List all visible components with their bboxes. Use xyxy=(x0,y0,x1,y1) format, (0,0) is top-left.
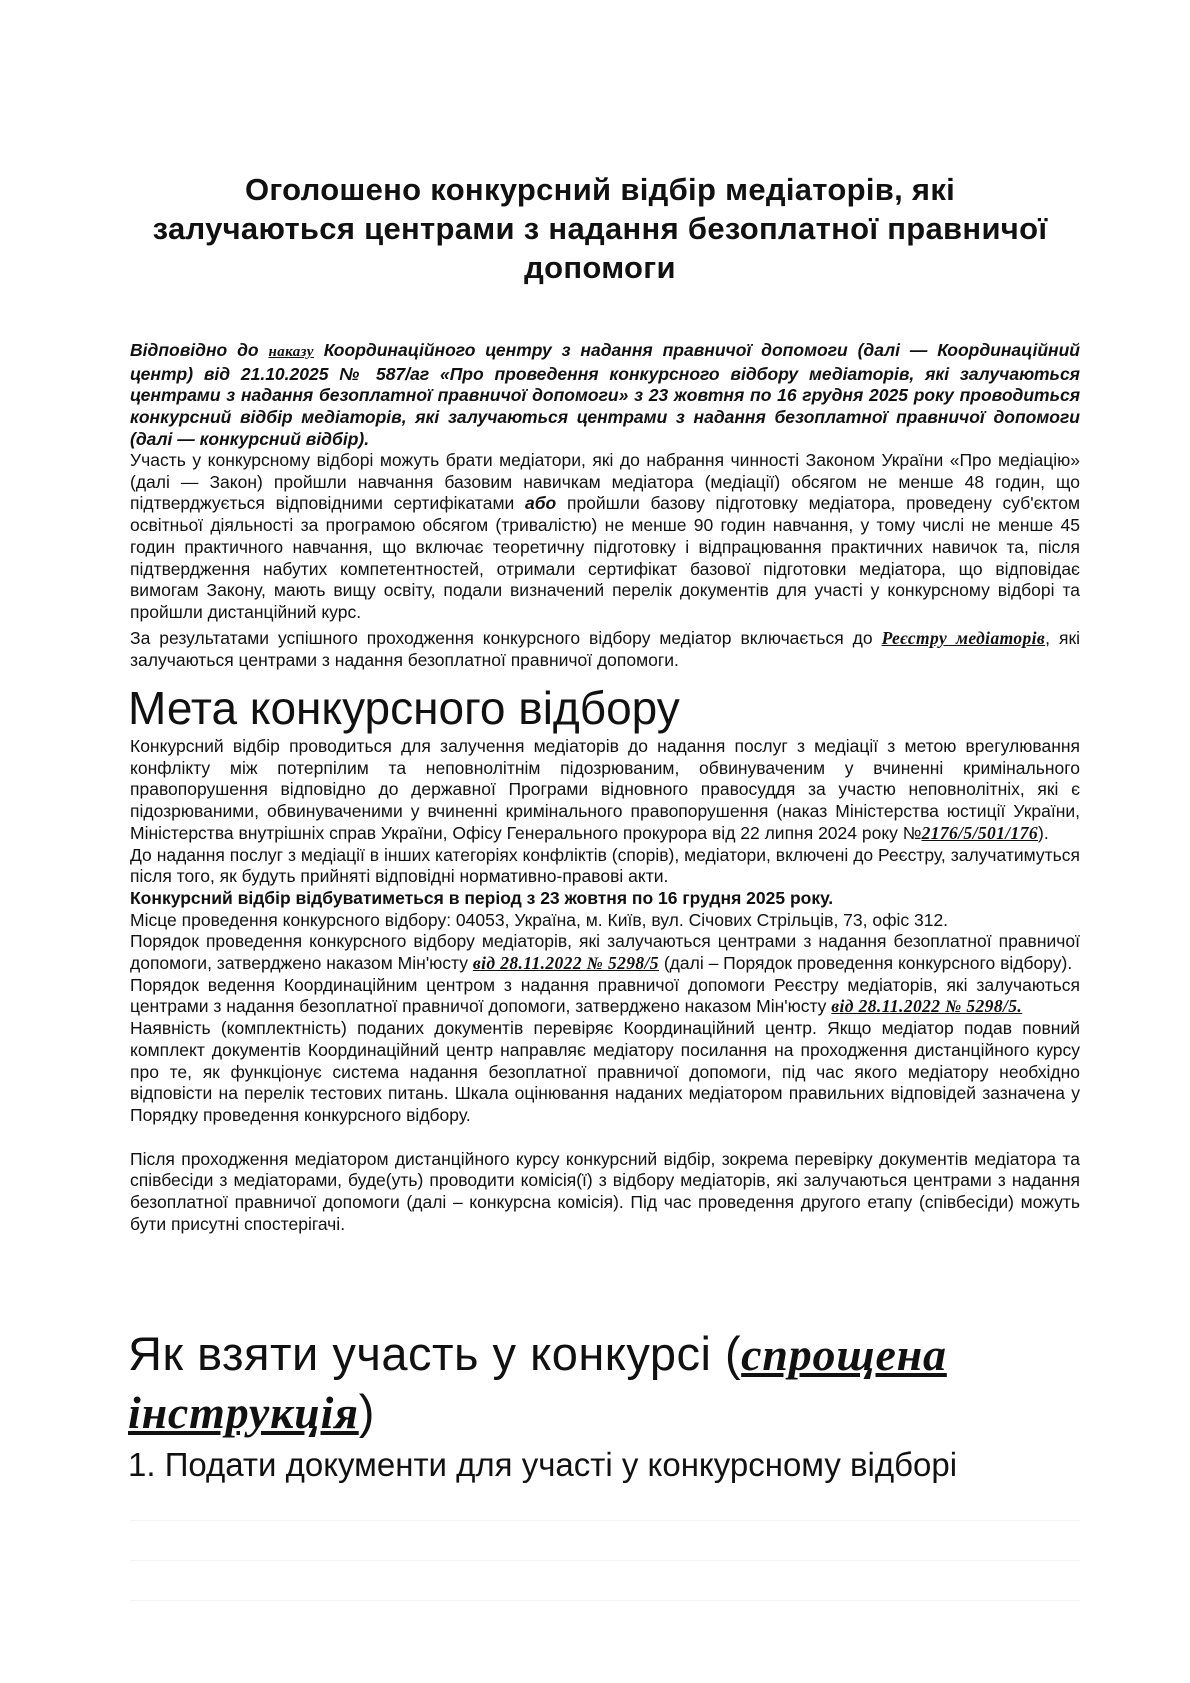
bleed-through-line xyxy=(130,1520,1080,1521)
goal-section-body xyxy=(130,736,1080,1235)
order-2176-link[interactable]: 2176/5/501/176 xyxy=(921,822,1038,843)
bleed-through-line xyxy=(130,1560,1080,1561)
participation-paragraph: Участь у конкурсному відборі можуть брати медіатори, які до набрання чинності Законом України «Про медіацію» (далі — Закон) пройшли навчання базовим навичкам медіатора (медіації) обсягом не менше 48 годин, що підтверджується відповідними сертифікатами або пройшли базову підготовку медіатора, проведену суб'єктом освітньої діяльності за програмою обсягом (тривалістю) не менше 90 годин навчання, у тому числі не менше 45 годин практичного навчання, що включає теоретичну підготовку і відпрацювання практичних навичок та, після підтвердження набутих компетентностей, отримали сертифікат базової підготовки медіатора, що відповідає вимогам Закону, мають вищу освіту, подали визначений перелік документів для участі у конкурсному відборі та пройшли дистанційний курс. xyxy=(130,450,1080,622)
registry-link[interactable]: Реєстру медіаторів xyxy=(881,628,1046,648)
or-emphasis: або xyxy=(524,493,557,514)
goal-paragraph-1: Конкурсний відбір проводиться для залучення медіаторів до надання послуг з медіації з метою врегулювання конфлікту між потерпілим та неповнолітнім підозрюваним, обвинуваченим у вчиненні кримінального правопорушення відповідно до державної Програми відновного правосуддя за участю неповнолітніх, які є підозрюваними, обвинуваченими у вчиненні кримінального правопорушення (наказ Міністерства юстиції України, Міністерства внутрішніх справ України, Офісу Генерального прокурора від 22 липня 2024 року №2176/5/501/176). xyxy=(130,736,1080,843)
commission-paragraph: Після проходження медіатором дистанційного курсу конкурсний відбір, зокрема перевірку документів медіатора та співбесіди з медіаторами, буде(уть) проводити комісія(ї) з відбору медіаторів, які залучаються центрами з надання безоплатної правничої допомоги (далі – конкурсна комісія). Під час проведення другого етапу (співбесіди) можуть бути присутні спостерігачі. xyxy=(130,1148,1080,1234)
section-heading-how: Як взяти участь у конкурсі (спрощена інструкція) xyxy=(128,1327,947,1438)
title-line-2: залучаються центрами з надання безоплатної правничої xyxy=(152,211,1048,246)
registry-paragraph: За результатами успішного проходження конкурсного відбору медіатор включається до Реєстру медіаторів, які залучаються центрами з надання безоплатної правничої допомоги. xyxy=(130,628,1080,670)
procedure-paragraph: Порядок проведення конкурсного відбору медіаторів, які залучаються центрами з надання безоплатної правничої допомоги, затверджено наказом Мін'юсту від 28.11.2022 № 5298/5 (далі – Порядок проведення конкурсного відбору). xyxy=(130,931,1080,974)
simplified-instruction-link[interactable]: спрощена інструкція xyxy=(128,1329,947,1438)
step-1-heading: 1. Подати документи для участі у конкурсному відборі xyxy=(128,1446,958,1483)
title-line-3: допомоги xyxy=(524,250,676,285)
goal-paragraph-2: До надання послуг з медіації в інших категоріях конфліктів (спорів), медіатори, включені до Реєстру, залучатимуться після того, як будуть прийняті відповідні нормативно-правові акти. xyxy=(130,844,1080,887)
order-5298-link-2[interactable]: від 28.11.2022 № 5298/5. xyxy=(831,996,1023,1017)
selection-period: Конкурсний відбір відбуватиметься в період з 23 жовтня по 16 грудня 2025 року. xyxy=(130,887,834,908)
page-title xyxy=(120,170,1080,287)
order-link[interactable]: наказу xyxy=(268,344,314,360)
intro-paragraph: Відповідно до наказу Координаційного центру з надання правничої допомоги (далі — Координаційний центр) від 21.10.2025 № 587/аг «Про проведення конкурсного відбору медіаторів, які залучаються центрами з надання безоплатної правничої допомоги» з 23 жовтня по 16 грудня 2025 року проводиться конкурсний відбір медіаторів, які залучаються центрами з надання безоплатної правничої допомоги (далі — конкурсний відбір). xyxy=(130,340,1080,449)
registry-procedure-paragraph: Порядок ведення Координаційним центром з надання правничої допомоги Реєстру медіаторів, які залучаються центрами з надання безоплатної правничої допомоги, затверджено наказом Мін'юсту від 28.11.2022 № 5298/5. xyxy=(130,974,1080,1017)
bleed-through-line xyxy=(130,1600,1080,1601)
selection-location: Місце проведення конкурсного відбору: 04053, Україна, м. Київ, вул. Січових Стрільців, 73, офіс 312. xyxy=(130,909,949,930)
title-line-1: Оголошено конкурсний відбір медіаторів, які xyxy=(244,172,956,207)
section-heading-goal: Мета конкурсного відбору xyxy=(128,682,680,734)
order-5298-link[interactable]: від 28.11.2022 № 5298/5 xyxy=(472,953,659,974)
documents-check-paragraph: Наявність (комплектність) поданих документів перевіряє Координаційний центр. Якщо медіатор подав повний комплект документів Координаційний центр направляє медіатору посилання на проходження дистанційного курсу про те, як функціонує система надання безоплатної правничої допомоги, під час якого медіатору необхідно відповісти на перелік тестових питань. Шкала оцінювання наданих медіатором правильних відповідей зазначена у Порядку проведення конкурсного відбору. xyxy=(130,1018,1080,1125)
